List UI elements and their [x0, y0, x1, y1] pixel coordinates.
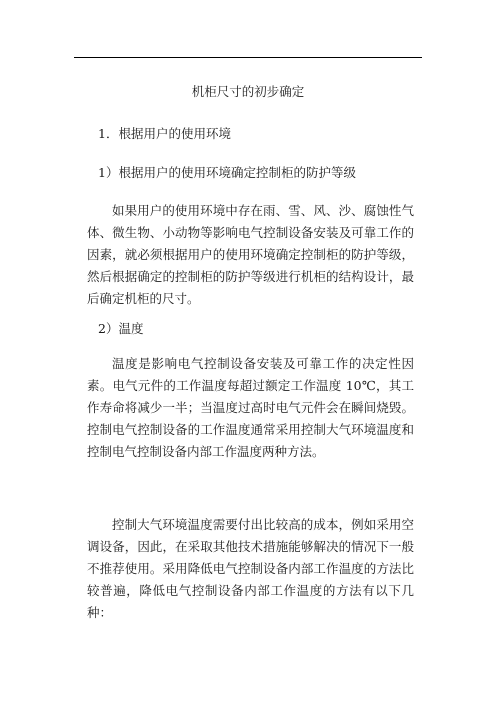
- subsection-heading-1: 1）根据用户的使用环境确定控制柜的防护等级: [98, 165, 356, 180]
- paragraph-cooling-methods: 控制大气环境温度需要付出比较高的成本，例如采用空调设备，因此，在采取其他技术措施能够解决的情况下一般不推荐使用。采用降低电气控制设备内部工作温度的方法比较普遍，降低电气控制设备内部工作温度的方法有以下几种：: [87, 517, 414, 620]
- document-title: 机柜尺寸的初步确定: [191, 84, 305, 99]
- section-heading-1: 1．根据用户的使用环境: [98, 126, 231, 141]
- paragraph-temperature: 温度是影响电气控制设备安装及可靠工作的决定性因素。电气元件的工作温度每超过额定工作温度 10℃，其工作寿命将减少一半；当温度过高时电气元件会在瞬间烧毁。控制电气控制设备的工作温度通常采用控制大气环境温度和控制电气控制设备内部工作温度两种方法。: [87, 356, 414, 459]
- header-rule: [74, 57, 422, 58]
- paragraph-protection-level: 如果用户的使用环境中存在雨、雪、风、沙、腐蚀性气体、微生物、小动物等影响电气控制设备安装及可靠工作的因素，就必须根据用户的使用环境确定控制柜的防护等级，然后根据确定的控制柜的防护等级进行机柜的结构设计，最后确定机柜的尺寸。: [87, 203, 414, 306]
- subsection-heading-2: 2）温度: [98, 321, 144, 336]
